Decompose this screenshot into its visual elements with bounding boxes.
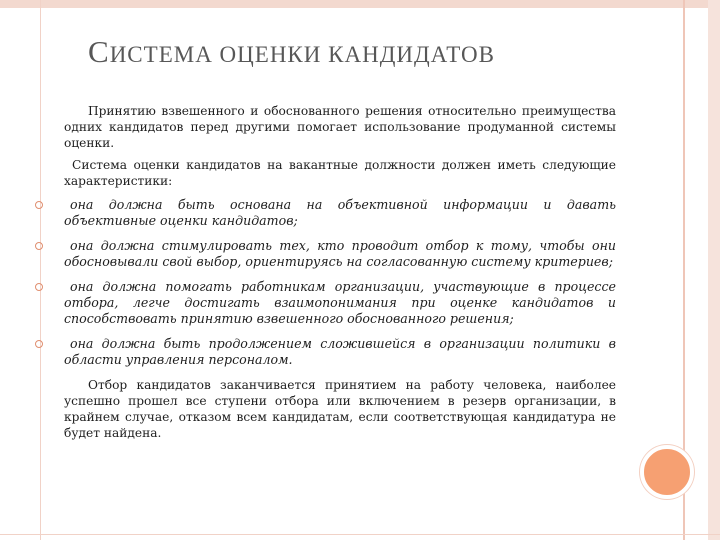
- characteristics-intro: Система оценки кандидатов на вакантные должности должен иметь следующие характеристики:: [64, 158, 616, 188]
- bullet-icon: [35, 242, 43, 250]
- right-frame-bar: [708, 0, 720, 540]
- intro-paragraph: Принятию взвешенного и обоснованного решения относительно преимущества одних кандидатов перед другими помогает использование продуманной системы оценки.: [64, 104, 616, 150]
- title-initial: С: [88, 34, 110, 69]
- bullet-icon: [35, 201, 43, 209]
- slide-title: [88, 34, 495, 70]
- bullet-icon: [35, 340, 43, 348]
- left-frame-line: [40, 0, 41, 540]
- list-item: она должна быть продолжением сложившейся в организации политики в области управления персоналом.: [64, 336, 616, 368]
- list-item: она должна помогать работникам организации, участвующие в процессе отбора, легче достигать взаимопонимания при оценке кандидатов и способствовать принятию взвешенного обоснованного решения;: [64, 279, 616, 327]
- conclusion-paragraph: Отбор кандидатов заканчивается принятием на работу человека, наиболее успешно прошел все ступени отбора или включением в резерв организации, в крайнем случае, отказом всем кандидатам, если соответствующая кандидатура не будет найдена.: [64, 378, 616, 440]
- list-item: она должна стимулировать тех, кто проводит отбор к тому, чтобы они обосновывали свой выбор, ориентируясь на согласованную систему критериев;: [64, 238, 616, 270]
- list-item: она должна быть основана на объективной информации и давать объективные оценки кандидатов;: [64, 197, 616, 229]
- top-frame-bar: [0, 0, 720, 8]
- bottom-frame-line: [0, 534, 720, 535]
- characteristics-list: [64, 197, 616, 368]
- bullet-icon: [35, 283, 43, 291]
- title-rest: ИСТЕМА ОЦЕНКИ КАНДИДАТОВ: [109, 42, 495, 67]
- slide-content: [64, 103, 616, 441]
- decorative-circle: [640, 445, 694, 499]
